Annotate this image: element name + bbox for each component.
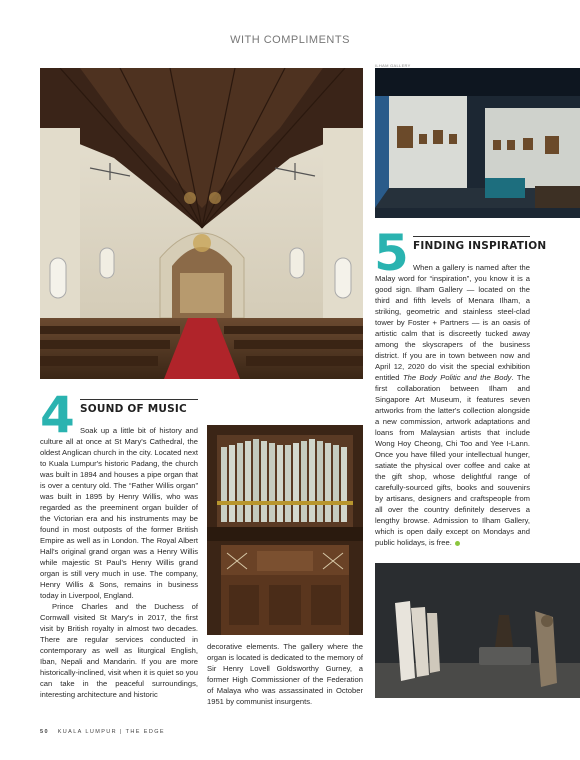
page-number: 50 — [40, 729, 49, 735]
footer-separator: | — [119, 729, 123, 735]
exhibition-title: The Body Politic and the Body — [402, 373, 512, 382]
section-5-title: FINDING INSPIRATION — [413, 240, 547, 252]
page-header: WITH COMPLIMENTS — [230, 34, 350, 46]
section-5-body — [375, 262, 530, 548]
section-5-number: 5 — [374, 224, 409, 282]
section-4-rule — [80, 399, 198, 400]
section-5-rule — [413, 236, 530, 237]
section-4-paragraph-2: Prince Charles and the Duchess of Cornwall visited St Mary's in 2017, the first visit by British royalty in almost two decades. There are regular services conducted in contemporary as well as liturgical English, Iban, Nepali and Mandarin. If you are more historically-inclined, visit when it is quiet so you can take in the peaceful surroundings, interesting architecture and historic — [40, 602, 198, 699]
section-4-column-1 — [40, 425, 198, 700]
section-5-text-2: . The first collaboration between Ilham and Singapore Art Museum, it features seven artworks from the latter's collection alongside a new commission, artwork adaptations and loans from Malaysian artists that include Wong Hoy Cheong, Chi Too and Yee I-Lann. Once you have filled your intellectual hunger, satiate the physical over coffee and cake at the gift shop, whose delightful range of carefully-sourced gifts, books and souvenirs by artisans, designers and craftspeople from all over the country definitely deserves a lengthy browse. Admission to Ilham Gallery, which is open daily except on Mondays and public holidays, is free. — [375, 373, 530, 547]
section-4-title: SOUND OF MUSIC — [80, 403, 187, 415]
installation-photo — [375, 563, 580, 698]
organ-photo — [207, 425, 363, 635]
photo-credit: ILHAM GALLERY — [375, 63, 411, 68]
brand-name: THE EDGE — [125, 729, 165, 735]
section-5-text-1: When a gallery is named after the Malay word for “inspiration”, you know it is a good sign. Ilham Gallery — located on the third and fifth levels of Menara Ilham, a striking, geometric and stainless steel-clad tower by Foster + Partners — is an oasis of artistic calm that is discreetly tucked away among the skyscrapers of the business district. If you are in town between now and April 12, 2020 do visit the special exhibition entitled — [375, 263, 530, 382]
section-5-paragraph — [375, 262, 530, 548]
page-footer — [40, 729, 165, 735]
gallery-interior-photo — [375, 68, 580, 218]
section-4-paragraph-1: Soak up a little bit of history and culture all at once at St Mary's Cathedral, the oldest Anglican church in the city. Located next to Kuala Lumpur's historic Padang, the church was built in 1894 and houses a pipe organ that is over a century old. The “Father Willis organ” was built in 1895 by Henry Willis, who was regarded as the preeminent organ builder of the Victorian era and his instruments may be found in most outposts of the former British Empire as well as in London. The Royal Albert Hall's original grand organ was a Henry Willis while majestic St Paul's Henry Willis grand organ is still very much in use. The company, Henry Willis & Sons, remains in business today in Liverpool, England. — [40, 426, 198, 600]
publication-name: KUALA LUMPUR — [57, 729, 118, 735]
cathedral-interior-photo — [40, 68, 363, 379]
section-4-number: 4 — [40, 386, 75, 444]
end-mark-icon — [455, 541, 460, 546]
section-4-column-2: decorative elements. The gallery where the organ is located is dedicated to the memory of Sir Henry Lovell Goldsworthy Gurney, a former High Commissioner of the Federation of Malaya who was assassinated in October 1951 by communist insurgents. — [207, 642, 363, 706]
